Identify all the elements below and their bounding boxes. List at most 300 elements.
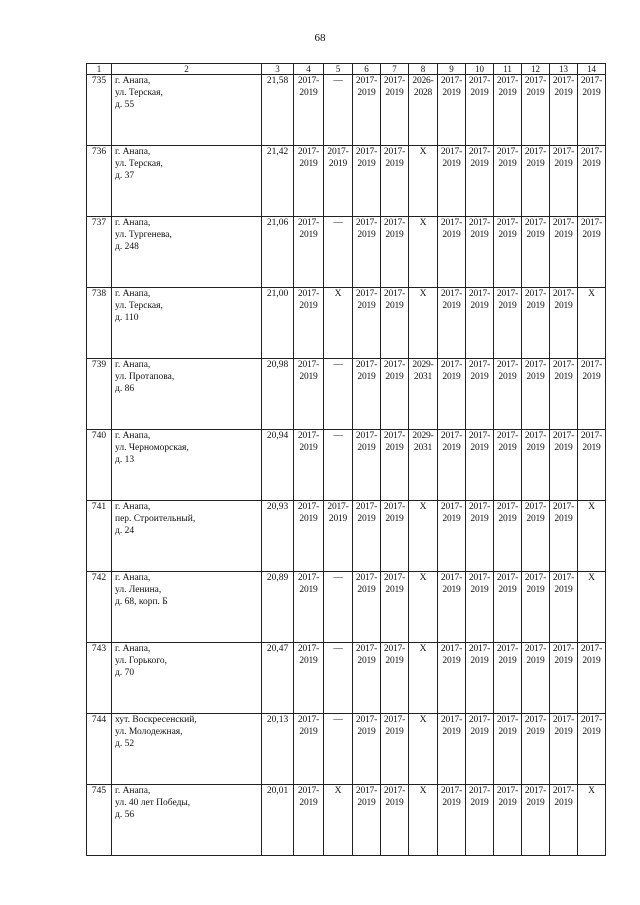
column-header: 9 [438,64,466,75]
column-header: 6 [353,64,381,75]
period-cell [522,75,550,146]
address-cell [112,146,262,217]
period-text: 2017- [524,573,547,583]
column-header: 7 [381,64,409,75]
period-text: 2017- [383,431,406,441]
period-text: 2019 [526,442,545,453]
period-text: 2017- [524,360,547,370]
period-cell [550,75,578,146]
column-header: 1 [87,64,112,75]
period-text: X [419,502,427,512]
period-text: 2019 [526,655,545,666]
period-text: X [419,147,427,157]
period-text: 2017- [383,218,406,228]
period-text: 2019 [328,158,348,169]
address-line: г. Анапа, [115,786,151,796]
period-text: 2019 [470,797,489,808]
area-cell: 20,93 [262,501,294,572]
period-text: 2019 [357,229,376,240]
period-text: 2017- [524,786,547,796]
period-text: 2019 [385,442,404,453]
row-number: 735 [87,75,112,146]
period-text: 2019 [299,797,318,808]
address-line: г. Анапа, [115,218,151,228]
period-text: 2017- [524,218,547,228]
period-cell [324,75,353,146]
address-line: д. 68, корп. Б [115,596,168,607]
period-text: 2019 [299,371,318,382]
address-line: ул. Терская, [115,300,163,311]
period-text: 2017- [440,289,463,299]
period-text: 2019 [442,513,461,524]
address-cell [112,217,262,288]
period-cell [381,75,409,146]
period-text: 2019 [299,229,318,240]
period-cell [409,430,438,501]
period-cell [294,217,324,288]
period-text: 2017- [496,502,519,512]
period-text: 2017- [468,786,491,796]
period-cell [522,288,550,359]
period-cell [550,430,578,501]
period-cell [494,572,522,643]
period-text: 2019 [470,513,489,524]
period-text: 2017- [580,218,603,228]
period-text: 2017- [524,431,547,441]
period-text: 2019 [498,300,517,311]
period-text: 2019 [582,442,601,453]
period-cell [550,785,578,856]
period-text: 2029- [412,431,434,441]
period-cell [494,288,522,359]
period-cell [522,714,550,785]
period-text: 2017- [552,715,575,725]
period-text: 2019 [357,158,376,169]
address-line: г. Анапа, [115,573,151,583]
period-text: 2019 [442,229,461,240]
period-text: 2019 [299,300,318,311]
period-cell [466,501,494,572]
period-cell [294,146,324,217]
period-text: 2019 [470,158,489,169]
period-cell [381,217,409,288]
period-cell [550,572,578,643]
period-cell [578,785,606,856]
address-line: г. Анапа, [115,502,151,512]
area-cell: 21,00 [262,288,294,359]
period-text: 2017- [355,644,378,654]
address-cell [112,643,262,714]
table-row [87,501,606,572]
period-text: 2017- [524,76,547,86]
period-text: X [419,573,427,583]
table-row [87,714,606,785]
period-text: 2017- [297,644,320,654]
period-text: 2017- [297,218,320,228]
period-text: 2017- [355,147,378,157]
period-cell [550,217,578,288]
period-text: 2019 [554,229,573,240]
period-text: 2031 [413,442,433,453]
row-number: 745 [87,785,112,856]
period-cell [438,146,466,217]
period-text: 2017- [297,502,320,512]
address-line: г. Анапа, [115,289,151,299]
column-header: 14 [578,64,606,75]
row-number: 744 [87,714,112,785]
period-text: 2017- [440,431,463,441]
period-cell [438,714,466,785]
address-line: д. 56 [115,809,135,820]
table-row [87,217,606,288]
period-text: — [333,431,343,441]
period-text: 2019 [554,442,573,453]
period-cell [381,714,409,785]
period-text: 2019 [385,655,404,666]
period-cell [294,785,324,856]
period-cell [494,359,522,430]
period-text: 2017- [327,502,349,512]
address-line: ул. Терская, [115,158,163,169]
address-line: ул. Молодежная, [115,726,183,737]
row-number: 740 [87,430,112,501]
period-cell [294,572,324,643]
period-text: 2019 [582,655,601,666]
period-cell [578,714,606,785]
address-line: д. 37 [115,170,135,181]
period-cell [578,643,606,714]
period-cell [353,217,381,288]
period-cell [324,643,353,714]
period-text: 2019 [498,442,517,453]
period-cell [550,643,578,714]
period-text: 2017- [440,147,463,157]
period-cell [466,643,494,714]
address-line: д. 52 [115,738,135,749]
period-cell [494,501,522,572]
period-cell [438,359,466,430]
period-cell [409,288,438,359]
row-number: 738 [87,288,112,359]
period-cell [381,430,409,501]
period-text: 2017- [552,76,575,86]
period-text: 2017- [468,147,491,157]
period-text: 2019 [470,726,489,737]
period-text: 2017- [552,360,575,370]
period-text: 2019 [442,442,461,453]
period-cell [294,643,324,714]
address-line: ул. Черноморская, [115,442,189,453]
period-text: 2019 [554,371,573,382]
period-cell [578,430,606,501]
period-cell [381,785,409,856]
period-cell [353,430,381,501]
period-text: 2017- [524,502,547,512]
address-line: ул. Горького, [115,655,167,666]
period-text: 2017- [297,431,320,441]
period-text: 2017- [355,502,378,512]
address-cell [112,288,262,359]
period-text: 2017- [383,360,406,370]
period-cell [494,217,522,288]
period-text: 2017- [552,786,575,796]
address-cell [112,359,262,430]
period-cell [353,643,381,714]
period-text: 2019 [554,513,573,524]
period-text: — [333,573,343,583]
period-text: 2017- [383,573,406,583]
period-text: 2026- [412,76,434,86]
period-cell [409,359,438,430]
address-cell [112,572,262,643]
period-cell [324,146,353,217]
period-text: 2019 [299,158,318,169]
period-cell [466,75,494,146]
period-text: 2017- [468,76,491,86]
period-text: 2019 [582,87,601,98]
period-cell [381,288,409,359]
period-cell [550,288,578,359]
period-text: 2019 [385,158,404,169]
period-cell [494,714,522,785]
period-cell [381,146,409,217]
period-text: X [334,289,342,299]
address-line: д. 55 [115,99,135,110]
period-text: 2017- [383,502,406,512]
period-text: 2017- [552,147,575,157]
period-text: 2019 [385,584,404,595]
period-text: 2017- [355,218,378,228]
address-line: д. 13 [115,454,135,465]
period-cell [466,714,494,785]
period-cell [294,359,324,430]
period-cell [550,501,578,572]
period-cell [494,146,522,217]
row-number: 742 [87,572,112,643]
period-cell [324,288,353,359]
period-text: 2017- [440,218,463,228]
period-text: 2019 [554,300,573,311]
period-cell [438,572,466,643]
period-text: 2017- [524,715,547,725]
address-line: г. Анапа, [115,76,151,86]
column-header: 10 [466,64,494,75]
row-number: 739 [87,359,112,430]
column-header: 8 [409,64,438,75]
period-text: 2017- [496,147,519,157]
period-text: 2019 [498,797,517,808]
period-text: — [333,644,343,654]
table-row [87,288,606,359]
period-text: 2019 [442,655,461,666]
period-text: 2019 [498,726,517,737]
column-header: 13 [550,64,578,75]
period-cell [353,714,381,785]
period-text: 2019 [498,158,517,169]
period-cell [409,785,438,856]
period-cell [466,217,494,288]
period-text: 2019 [442,371,461,382]
period-text: 2019 [442,300,461,311]
period-text: 2019 [526,300,545,311]
period-cell [409,572,438,643]
period-text: 2017- [297,147,320,157]
period-text: 2019 [526,726,545,737]
period-text: 2017- [327,147,349,157]
period-text: 2019 [470,87,489,98]
column-header: 3 [262,64,294,75]
header-row [87,64,606,75]
column-header: 5 [324,64,353,75]
period-text: 2017- [355,76,378,86]
period-text: 2019 [385,229,404,240]
period-cell [438,643,466,714]
period-cell [438,75,466,146]
period-text: 2017- [383,644,406,654]
period-text: 2019 [385,371,404,382]
period-text: X [334,786,342,796]
period-text: 2019 [357,655,376,666]
period-cell [324,714,353,785]
period-text: 2017- [552,431,575,441]
area-cell: 20,98 [262,359,294,430]
period-cell [353,572,381,643]
period-text: 2019 [498,229,517,240]
period-cell [578,501,606,572]
period-text: 2019 [470,655,489,666]
period-text: — [333,360,343,370]
period-cell [466,572,494,643]
period-cell [494,430,522,501]
address-line: д. 248 [115,241,139,252]
address-line: д. 110 [115,312,139,323]
period-text: 2019 [470,229,489,240]
row-number: 743 [87,643,112,714]
period-cell [353,288,381,359]
page-number: 68 [314,32,326,44]
period-text: X [419,715,427,725]
period-text: 2019 [554,158,573,169]
period-cell [522,359,550,430]
period-text: 2019 [526,513,545,524]
period-text: 2031 [413,371,433,382]
period-text: 2017- [355,786,378,796]
period-cell [522,501,550,572]
period-text: 2019 [554,726,573,737]
period-cell [409,643,438,714]
column-header: 2 [112,64,262,75]
table-row [87,75,606,146]
period-text: 2017- [552,218,575,228]
period-text: 2019 [526,87,545,98]
address-line: д. 24 [115,525,135,536]
period-text: 2019 [526,584,545,595]
period-text: 2017- [440,644,463,654]
period-cell [522,572,550,643]
period-text: 2019 [299,584,318,595]
period-text: 2019 [357,726,376,737]
period-text: X [588,786,595,796]
period-text: 2017- [383,715,406,725]
period-cell [578,75,606,146]
column-header: 11 [494,64,522,75]
period-text: 2019 [357,513,376,524]
address-cell [112,714,262,785]
period-text: 2019 [357,371,376,382]
period-cell [466,146,494,217]
period-text: — [333,715,343,725]
period-cell [578,146,606,217]
period-text: 2019 [582,229,601,240]
period-cell [381,572,409,643]
period-cell [324,501,353,572]
period-text: 2019 [385,726,404,737]
period-text: 2017- [440,715,463,725]
period-cell [494,75,522,146]
period-text: 2019 [357,442,376,453]
period-text: 2019 [357,797,376,808]
period-text: 2019 [526,797,545,808]
period-text: 2017- [580,431,603,441]
table-row [87,359,606,430]
period-cell [522,643,550,714]
period-cell [438,288,466,359]
period-text: X [419,218,427,228]
period-cell [466,288,494,359]
period-text: 2017- [496,715,519,725]
row-number: 737 [87,217,112,288]
period-text: 2019 [357,584,376,595]
period-cell [578,359,606,430]
period-text: 2017- [580,360,603,370]
period-cell [294,75,324,146]
period-text: 2017- [468,360,491,370]
area-cell: 20,47 [262,643,294,714]
period-text: 2019 [385,513,404,524]
period-cell [294,288,324,359]
period-cell [522,146,550,217]
address-line: д. 70 [115,667,135,678]
period-text: X [419,786,427,796]
period-text: 2017- [580,76,603,86]
period-cell [324,430,353,501]
period-text: 2017- [468,431,491,441]
period-text: 2019 [582,371,601,382]
period-text: 2019 [470,300,489,311]
period-text: X [419,644,427,654]
period-text: X [588,502,595,512]
row-number: 741 [87,501,112,572]
address-line: пер. Строительный, [115,513,196,524]
period-text: 2017- [496,786,519,796]
period-text: 2017- [297,76,320,86]
period-text: 2017- [383,786,406,796]
period-text: 2019 [470,584,489,595]
period-cell [409,217,438,288]
period-cell [438,430,466,501]
period-text: 2017- [440,360,463,370]
period-text: 2017- [383,76,406,86]
period-cell [522,430,550,501]
period-text: 2017- [383,289,406,299]
period-text: 2017- [580,644,603,654]
period-text: — [333,218,343,228]
period-text: 2017- [468,644,491,654]
period-text: 2019 [554,87,573,98]
period-cell [522,217,550,288]
period-text: 2017- [524,147,547,157]
period-text: 2017- [580,715,603,725]
